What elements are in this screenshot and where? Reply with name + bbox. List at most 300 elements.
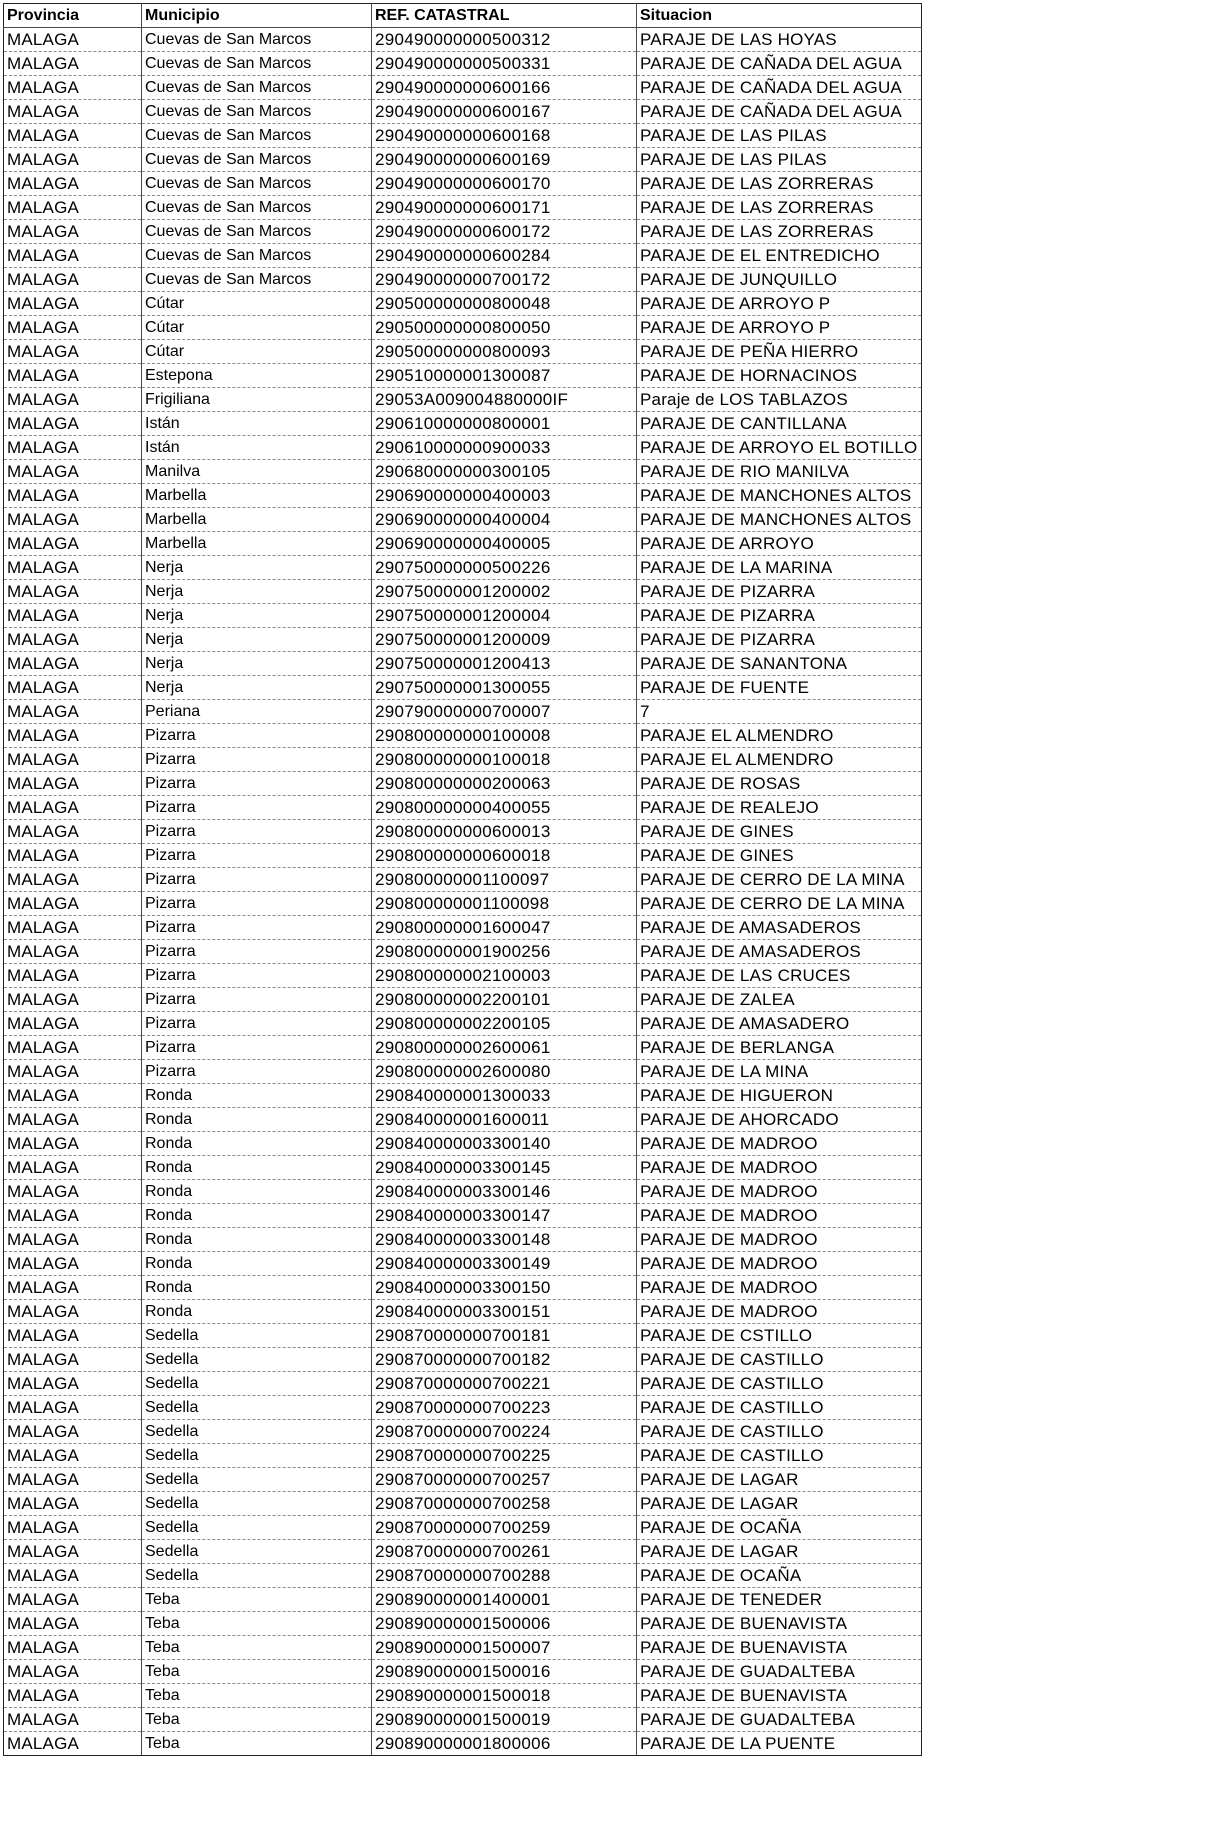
cell-provincia: MALAGA (4, 1156, 142, 1180)
header-situacion: Situacion (637, 4, 922, 28)
cell-situacion: PARAJE DE RIO MANILVA (637, 460, 922, 484)
table-row (4, 1492, 922, 1516)
cell-provincia: MALAGA (4, 844, 142, 868)
cell-situacion: PARAJE DE GINES (637, 820, 922, 844)
cell-ref-catastral: 290750000001200009 (372, 628, 637, 652)
cell-municipio: Pizarra (142, 892, 372, 916)
cell-provincia: MALAGA (4, 940, 142, 964)
cell-situacion: PARAJE DE LAS ZORRERAS (637, 172, 922, 196)
table-row (4, 52, 922, 76)
table-row (4, 1060, 922, 1084)
cell-ref-catastral: 290800000002600061 (372, 1036, 637, 1060)
cell-provincia: MALAGA (4, 532, 142, 556)
cell-provincia: MALAGA (4, 1420, 142, 1444)
table-row (4, 868, 922, 892)
cell-provincia: MALAGA (4, 412, 142, 436)
cell-ref-catastral: 290490000000600171 (372, 196, 637, 220)
cell-provincia: MALAGA (4, 1492, 142, 1516)
table-row (4, 220, 922, 244)
cell-municipio: Nerja (142, 628, 372, 652)
cell-provincia: MALAGA (4, 1516, 142, 1540)
cell-provincia: MALAGA (4, 244, 142, 268)
cell-ref-catastral: 290800000001600047 (372, 916, 637, 940)
cell-municipio: Marbella (142, 532, 372, 556)
cell-situacion: PARAJE DE LAS ZORRERAS (637, 196, 922, 220)
cell-situacion: PARAJE DE MADROO (637, 1156, 922, 1180)
cell-situacion: PARAJE DE BUENAVISTA (637, 1684, 922, 1708)
cell-situacion: PARAJE DE FUENTE (637, 676, 922, 700)
cell-municipio: Frigiliana (142, 388, 372, 412)
cell-municipio: Sedella (142, 1564, 372, 1588)
table-row (4, 1444, 922, 1468)
cell-municipio: Sedella (142, 1396, 372, 1420)
cell-ref-catastral: 290690000000400003 (372, 484, 637, 508)
cell-ref-catastral: 290870000000700257 (372, 1468, 637, 1492)
cell-municipio: Nerja (142, 580, 372, 604)
cell-provincia: MALAGA (4, 1372, 142, 1396)
cell-municipio: Cuevas de San Marcos (142, 172, 372, 196)
cell-municipio: Pizarra (142, 940, 372, 964)
cell-municipio: Manilva (142, 460, 372, 484)
cell-provincia: MALAGA (4, 364, 142, 388)
cell-situacion: PARAJE DE MANCHONES ALTOS (637, 508, 922, 532)
cell-ref-catastral: 290800000000600018 (372, 844, 637, 868)
cell-provincia: MALAGA (4, 100, 142, 124)
cell-ref-catastral: 290890000001500016 (372, 1660, 637, 1684)
table-row (4, 916, 922, 940)
table-row (4, 724, 922, 748)
cell-situacion: PARAJE DE AMASADERO (637, 1012, 922, 1036)
cell-municipio: Ronda (142, 1132, 372, 1156)
table-row (4, 1468, 922, 1492)
cell-provincia: MALAGA (4, 652, 142, 676)
cell-ref-catastral: 290840000003300145 (372, 1156, 637, 1180)
cell-situacion: PARAJE DE CASTILLO (637, 1348, 922, 1372)
cell-situacion: PARAJE DE AHORCADO (637, 1108, 922, 1132)
table-row (4, 748, 922, 772)
cell-municipio: Teba (142, 1636, 372, 1660)
cell-situacion: PARAJE DE CAÑADA DEL AGUA (637, 52, 922, 76)
cell-ref-catastral: 290800000001100098 (372, 892, 637, 916)
cell-situacion: 7 (637, 700, 922, 724)
cell-ref-catastral: 290490000000600172 (372, 220, 637, 244)
table-row (4, 844, 922, 868)
table-row (4, 388, 922, 412)
cell-situacion: PARAJE EL ALMENDRO (637, 748, 922, 772)
cell-ref-catastral: 290840000001600011 (372, 1108, 637, 1132)
cell-municipio: Estepona (142, 364, 372, 388)
cell-municipio: Nerja (142, 604, 372, 628)
cell-provincia: MALAGA (4, 556, 142, 580)
cell-provincia: MALAGA (4, 1084, 142, 1108)
cell-situacion: PARAJE DE LAS HOYAS (637, 28, 922, 52)
table-row (4, 484, 922, 508)
cell-provincia: MALAGA (4, 820, 142, 844)
cell-situacion: PARAJE DE OCAÑA (637, 1516, 922, 1540)
cell-situacion: PARAJE DE CAÑADA DEL AGUA (637, 100, 922, 124)
table-row (4, 940, 922, 964)
table-row (4, 1156, 922, 1180)
cell-municipio: Marbella (142, 484, 372, 508)
cell-ref-catastral: 290870000000700182 (372, 1348, 637, 1372)
cell-ref-catastral: 290490000000600170 (372, 172, 637, 196)
cell-municipio: Periana (142, 700, 372, 724)
cell-ref-catastral: 290490000000600166 (372, 76, 637, 100)
cell-ref-catastral: 290690000000400004 (372, 508, 637, 532)
cell-ref-catastral: 290840000001300033 (372, 1084, 637, 1108)
cell-municipio: Cuevas de San Marcos (142, 52, 372, 76)
cell-ref-catastral: 290890000001500007 (372, 1636, 637, 1660)
cell-ref-catastral: 290750000000500226 (372, 556, 637, 580)
table-row (4, 1540, 922, 1564)
cell-municipio: Sedella (142, 1492, 372, 1516)
cell-municipio: Pizarra (142, 988, 372, 1012)
cell-ref-catastral: 290870000000700223 (372, 1396, 637, 1420)
cell-situacion: PARAJE DE SANANTONA (637, 652, 922, 676)
cell-municipio: Cuevas de San Marcos (142, 124, 372, 148)
cell-situacion: Paraje de LOS TABLAZOS (637, 388, 922, 412)
cell-ref-catastral: 290870000000700224 (372, 1420, 637, 1444)
cell-ref-catastral: 290800000001900256 (372, 940, 637, 964)
cell-situacion: PARAJE EL ALMENDRO (637, 724, 922, 748)
cell-provincia: MALAGA (4, 1252, 142, 1276)
cell-situacion: PARAJE DE HORNACINOS (637, 364, 922, 388)
cell-provincia: MALAGA (4, 1180, 142, 1204)
table-row (4, 364, 922, 388)
cell-provincia: MALAGA (4, 748, 142, 772)
cell-ref-catastral: 29053A009004880000IF (372, 388, 637, 412)
cell-situacion: PARAJE DE BERLANGA (637, 1036, 922, 1060)
cell-municipio: Sedella (142, 1468, 372, 1492)
table-row (4, 28, 922, 52)
cell-provincia: MALAGA (4, 628, 142, 652)
cell-municipio: Ronda (142, 1204, 372, 1228)
cell-situacion: PARAJE DE LA PUENTE (637, 1732, 922, 1756)
cell-provincia: MALAGA (4, 1324, 142, 1348)
table-row (4, 820, 922, 844)
cell-provincia: MALAGA (4, 1348, 142, 1372)
cell-situacion: PARAJE DE MADROO (637, 1276, 922, 1300)
cell-municipio: Ronda (142, 1108, 372, 1132)
cell-municipio: Teba (142, 1660, 372, 1684)
table-row (4, 268, 922, 292)
cell-situacion: PARAJE DE HIGUERON (637, 1084, 922, 1108)
table-row (4, 340, 922, 364)
table-row (4, 1612, 922, 1636)
cell-municipio: Teba (142, 1612, 372, 1636)
cell-provincia: MALAGA (4, 1276, 142, 1300)
table-row (4, 508, 922, 532)
cell-provincia: MALAGA (4, 52, 142, 76)
cell-ref-catastral: 290490000000600284 (372, 244, 637, 268)
cell-situacion: PARAJE DE MANCHONES ALTOS (637, 484, 922, 508)
cell-ref-catastral: 290680000000300105 (372, 460, 637, 484)
cell-municipio: Cuevas de San Marcos (142, 148, 372, 172)
table-row (4, 1252, 922, 1276)
cadastral-table (3, 3, 922, 1756)
cell-provincia: MALAGA (4, 1036, 142, 1060)
cell-ref-catastral: 290490000000600169 (372, 148, 637, 172)
cell-situacion: PARAJE DE BUENAVISTA (637, 1636, 922, 1660)
cell-municipio: Sedella (142, 1348, 372, 1372)
cell-situacion: PARAJE DE JUNQUILLO (637, 268, 922, 292)
cell-provincia: MALAGA (4, 1564, 142, 1588)
cell-ref-catastral: 290750000001200004 (372, 604, 637, 628)
cell-municipio: Teba (142, 1684, 372, 1708)
cell-provincia: MALAGA (4, 772, 142, 796)
cell-provincia: MALAGA (4, 316, 142, 340)
cell-situacion: PARAJE DE GUADALTEBA (637, 1708, 922, 1732)
cell-situacion: PARAJE DE CSTILLO (637, 1324, 922, 1348)
cell-provincia: MALAGA (4, 1228, 142, 1252)
table-row (4, 580, 922, 604)
cell-ref-catastral: 290610000000800001 (372, 412, 637, 436)
cell-ref-catastral: 290800000000100018 (372, 748, 637, 772)
cell-ref-catastral: 290870000000700181 (372, 1324, 637, 1348)
cell-municipio: Pizarra (142, 916, 372, 940)
cell-ref-catastral: 290870000000700258 (372, 1492, 637, 1516)
table-row (4, 1036, 922, 1060)
cell-municipio: Cuevas de San Marcos (142, 268, 372, 292)
cell-municipio: Ronda (142, 1156, 372, 1180)
table-row (4, 1396, 922, 1420)
cell-ref-catastral: 290890000001500006 (372, 1612, 637, 1636)
table-row (4, 988, 922, 1012)
table-row (4, 148, 922, 172)
cell-provincia: MALAGA (4, 892, 142, 916)
cell-situacion: PARAJE DE LA MARINA (637, 556, 922, 580)
cell-municipio: Teba (142, 1732, 372, 1756)
cell-provincia: MALAGA (4, 1060, 142, 1084)
cell-municipio: Nerja (142, 652, 372, 676)
cell-provincia: MALAGA (4, 724, 142, 748)
cell-municipio: Teba (142, 1588, 372, 1612)
cell-situacion: PARAJE DE CASTILLO (637, 1444, 922, 1468)
table-row (4, 316, 922, 340)
table-row (4, 1228, 922, 1252)
cell-situacion: PARAJE DE MADROO (637, 1204, 922, 1228)
table-row (4, 700, 922, 724)
table-row (4, 1012, 922, 1036)
cell-situacion: PARAJE DE CERRO DE LA MINA (637, 868, 922, 892)
cell-provincia: MALAGA (4, 1588, 142, 1612)
cell-situacion: PARAJE DE MADROO (637, 1252, 922, 1276)
cell-municipio: Pizarra (142, 796, 372, 820)
cell-situacion: PARAJE DE ARROYO EL BOTILLO (637, 436, 922, 460)
cell-ref-catastral: 290800000000600013 (372, 820, 637, 844)
cell-situacion: PARAJE DE LAS CRUCES (637, 964, 922, 988)
cell-provincia: MALAGA (4, 340, 142, 364)
table-row (4, 556, 922, 580)
cell-situacion: PARAJE DE CANTILLANA (637, 412, 922, 436)
cell-municipio: Cuevas de San Marcos (142, 100, 372, 124)
cell-provincia: MALAGA (4, 1540, 142, 1564)
cell-ref-catastral: 290870000000700288 (372, 1564, 637, 1588)
cell-municipio: Cuevas de San Marcos (142, 220, 372, 244)
cell-situacion: PARAJE DE ARROYO (637, 532, 922, 556)
cell-municipio: Istán (142, 412, 372, 436)
cell-situacion: PARAJE DE CERRO DE LA MINA (637, 892, 922, 916)
cell-municipio: Sedella (142, 1420, 372, 1444)
cell-provincia: MALAGA (4, 604, 142, 628)
cell-ref-catastral: 290800000000400055 (372, 796, 637, 820)
cell-municipio: Sedella (142, 1540, 372, 1564)
cell-ref-catastral: 290500000000800050 (372, 316, 637, 340)
cell-ref-catastral: 290800000002100003 (372, 964, 637, 988)
cell-provincia: MALAGA (4, 1612, 142, 1636)
cell-ref-catastral: 290500000000800048 (372, 292, 637, 316)
header-municipio: Municipio (142, 4, 372, 28)
cell-provincia: MALAGA (4, 388, 142, 412)
table-row (4, 1276, 922, 1300)
table-row (4, 964, 922, 988)
cell-provincia: MALAGA (4, 436, 142, 460)
cell-municipio: Teba (142, 1708, 372, 1732)
cell-ref-catastral: 290800000002200105 (372, 1012, 637, 1036)
cell-ref-catastral: 290490000000500312 (372, 28, 637, 52)
cell-situacion: PARAJE DE CASTILLO (637, 1420, 922, 1444)
cell-provincia: MALAGA (4, 508, 142, 532)
cell-municipio: Ronda (142, 1300, 372, 1324)
table-row (4, 1108, 922, 1132)
table-row (4, 1588, 922, 1612)
cell-ref-catastral: 290890000001500018 (372, 1684, 637, 1708)
cell-ref-catastral: 290840000003300149 (372, 1252, 637, 1276)
cell-municipio: Cuevas de San Marcos (142, 196, 372, 220)
cell-situacion: PARAJE DE LAGAR (637, 1540, 922, 1564)
cell-situacion: PARAJE DE LAGAR (637, 1468, 922, 1492)
table-row (4, 1348, 922, 1372)
cell-provincia: MALAGA (4, 292, 142, 316)
cell-provincia: MALAGA (4, 148, 142, 172)
cell-municipio: Pizarra (142, 772, 372, 796)
cell-ref-catastral: 290490000000600168 (372, 124, 637, 148)
cell-ref-catastral: 290490000000500331 (372, 52, 637, 76)
cell-provincia: MALAGA (4, 1132, 142, 1156)
cell-provincia: MALAGA (4, 580, 142, 604)
cell-ref-catastral: 290890000001400001 (372, 1588, 637, 1612)
cell-ref-catastral: 290750000001200413 (372, 652, 637, 676)
table-row (4, 436, 922, 460)
cell-ref-catastral: 290750000001300055 (372, 676, 637, 700)
cell-situacion: PARAJE DE AMASADEROS (637, 916, 922, 940)
table-row (4, 1660, 922, 1684)
cell-ref-catastral: 290870000000700221 (372, 1372, 637, 1396)
cell-municipio: Pizarra (142, 820, 372, 844)
cell-ref-catastral: 290840000003300148 (372, 1228, 637, 1252)
cell-municipio: Nerja (142, 676, 372, 700)
cell-municipio: Pizarra (142, 1036, 372, 1060)
cell-municipio: Pizarra (142, 748, 372, 772)
table-row (4, 604, 922, 628)
table-row (4, 1132, 922, 1156)
cell-ref-catastral: 290790000000700007 (372, 700, 637, 724)
document-sheet (3, 3, 1209, 1837)
cell-municipio: Ronda (142, 1228, 372, 1252)
cell-ref-catastral: 290870000000700261 (372, 1540, 637, 1564)
cell-ref-catastral: 290690000000400005 (372, 532, 637, 556)
cell-provincia: MALAGA (4, 28, 142, 52)
cell-provincia: MALAGA (4, 1300, 142, 1324)
cell-ref-catastral: 290800000000200063 (372, 772, 637, 796)
table-header (4, 4, 922, 28)
cell-situacion: PARAJE DE TENEDER (637, 1588, 922, 1612)
cell-municipio: Istán (142, 436, 372, 460)
table-row (4, 1204, 922, 1228)
table-row (4, 796, 922, 820)
cell-provincia: MALAGA (4, 268, 142, 292)
table-row (4, 628, 922, 652)
table-row (4, 76, 922, 100)
cell-provincia: MALAGA (4, 676, 142, 700)
cell-municipio: Sedella (142, 1516, 372, 1540)
cell-ref-catastral: 290500000000800093 (372, 340, 637, 364)
header-provincia: Provincia (4, 4, 142, 28)
cell-ref-catastral: 290610000000900033 (372, 436, 637, 460)
cell-provincia: MALAGA (4, 1396, 142, 1420)
cell-situacion: PARAJE DE GINES (637, 844, 922, 868)
table-row (4, 1564, 922, 1588)
cell-municipio: Ronda (142, 1276, 372, 1300)
table-body (4, 28, 922, 1756)
table-row (4, 1300, 922, 1324)
cell-municipio: Pizarra (142, 964, 372, 988)
header-ref-catastral: REF. CATASTRAL (372, 4, 637, 28)
table-row (4, 292, 922, 316)
cell-ref-catastral: 290870000000700259 (372, 1516, 637, 1540)
cell-situacion: PARAJE DE AMASADEROS (637, 940, 922, 964)
cell-ref-catastral: 290490000000600167 (372, 100, 637, 124)
cell-situacion: PARAJE DE ROSAS (637, 772, 922, 796)
cell-situacion: PARAJE DE GUADALTEBA (637, 1660, 922, 1684)
cell-provincia: MALAGA (4, 1660, 142, 1684)
cell-municipio: Cuevas de San Marcos (142, 244, 372, 268)
cell-ref-catastral: 290840000003300151 (372, 1300, 637, 1324)
cell-provincia: MALAGA (4, 1684, 142, 1708)
cell-municipio: Sedella (142, 1444, 372, 1468)
table-row (4, 196, 922, 220)
cell-situacion: PARAJE DE ARROYO P (637, 292, 922, 316)
table-row (4, 124, 922, 148)
table-row (4, 532, 922, 556)
table-row (4, 1372, 922, 1396)
table-row (4, 1324, 922, 1348)
cell-ref-catastral: 290840000003300146 (372, 1180, 637, 1204)
cell-municipio: Sedella (142, 1372, 372, 1396)
cell-municipio: Sedella (142, 1324, 372, 1348)
cell-situacion: PARAJE DE ARROYO P (637, 316, 922, 340)
table-row (4, 1180, 922, 1204)
cell-ref-catastral: 290490000000700172 (372, 268, 637, 292)
table-row (4, 652, 922, 676)
table-row (4, 100, 922, 124)
table-row (4, 1516, 922, 1540)
cell-situacion: PARAJE DE LAS ZORRERAS (637, 220, 922, 244)
table-row (4, 460, 922, 484)
cell-ref-catastral: 290870000000700225 (372, 1444, 637, 1468)
cell-municipio: Pizarra (142, 844, 372, 868)
cell-provincia: MALAGA (4, 172, 142, 196)
cell-provincia: MALAGA (4, 1636, 142, 1660)
table-row (4, 412, 922, 436)
cell-situacion: PARAJE DE MADROO (637, 1180, 922, 1204)
cell-situacion: PARAJE DE LAS PILAS (637, 148, 922, 172)
cell-provincia: MALAGA (4, 1204, 142, 1228)
cell-municipio: Marbella (142, 508, 372, 532)
table-row (4, 772, 922, 796)
cell-ref-catastral: 290890000001500019 (372, 1708, 637, 1732)
cell-situacion: PARAJE DE PEÑA HIERRO (637, 340, 922, 364)
